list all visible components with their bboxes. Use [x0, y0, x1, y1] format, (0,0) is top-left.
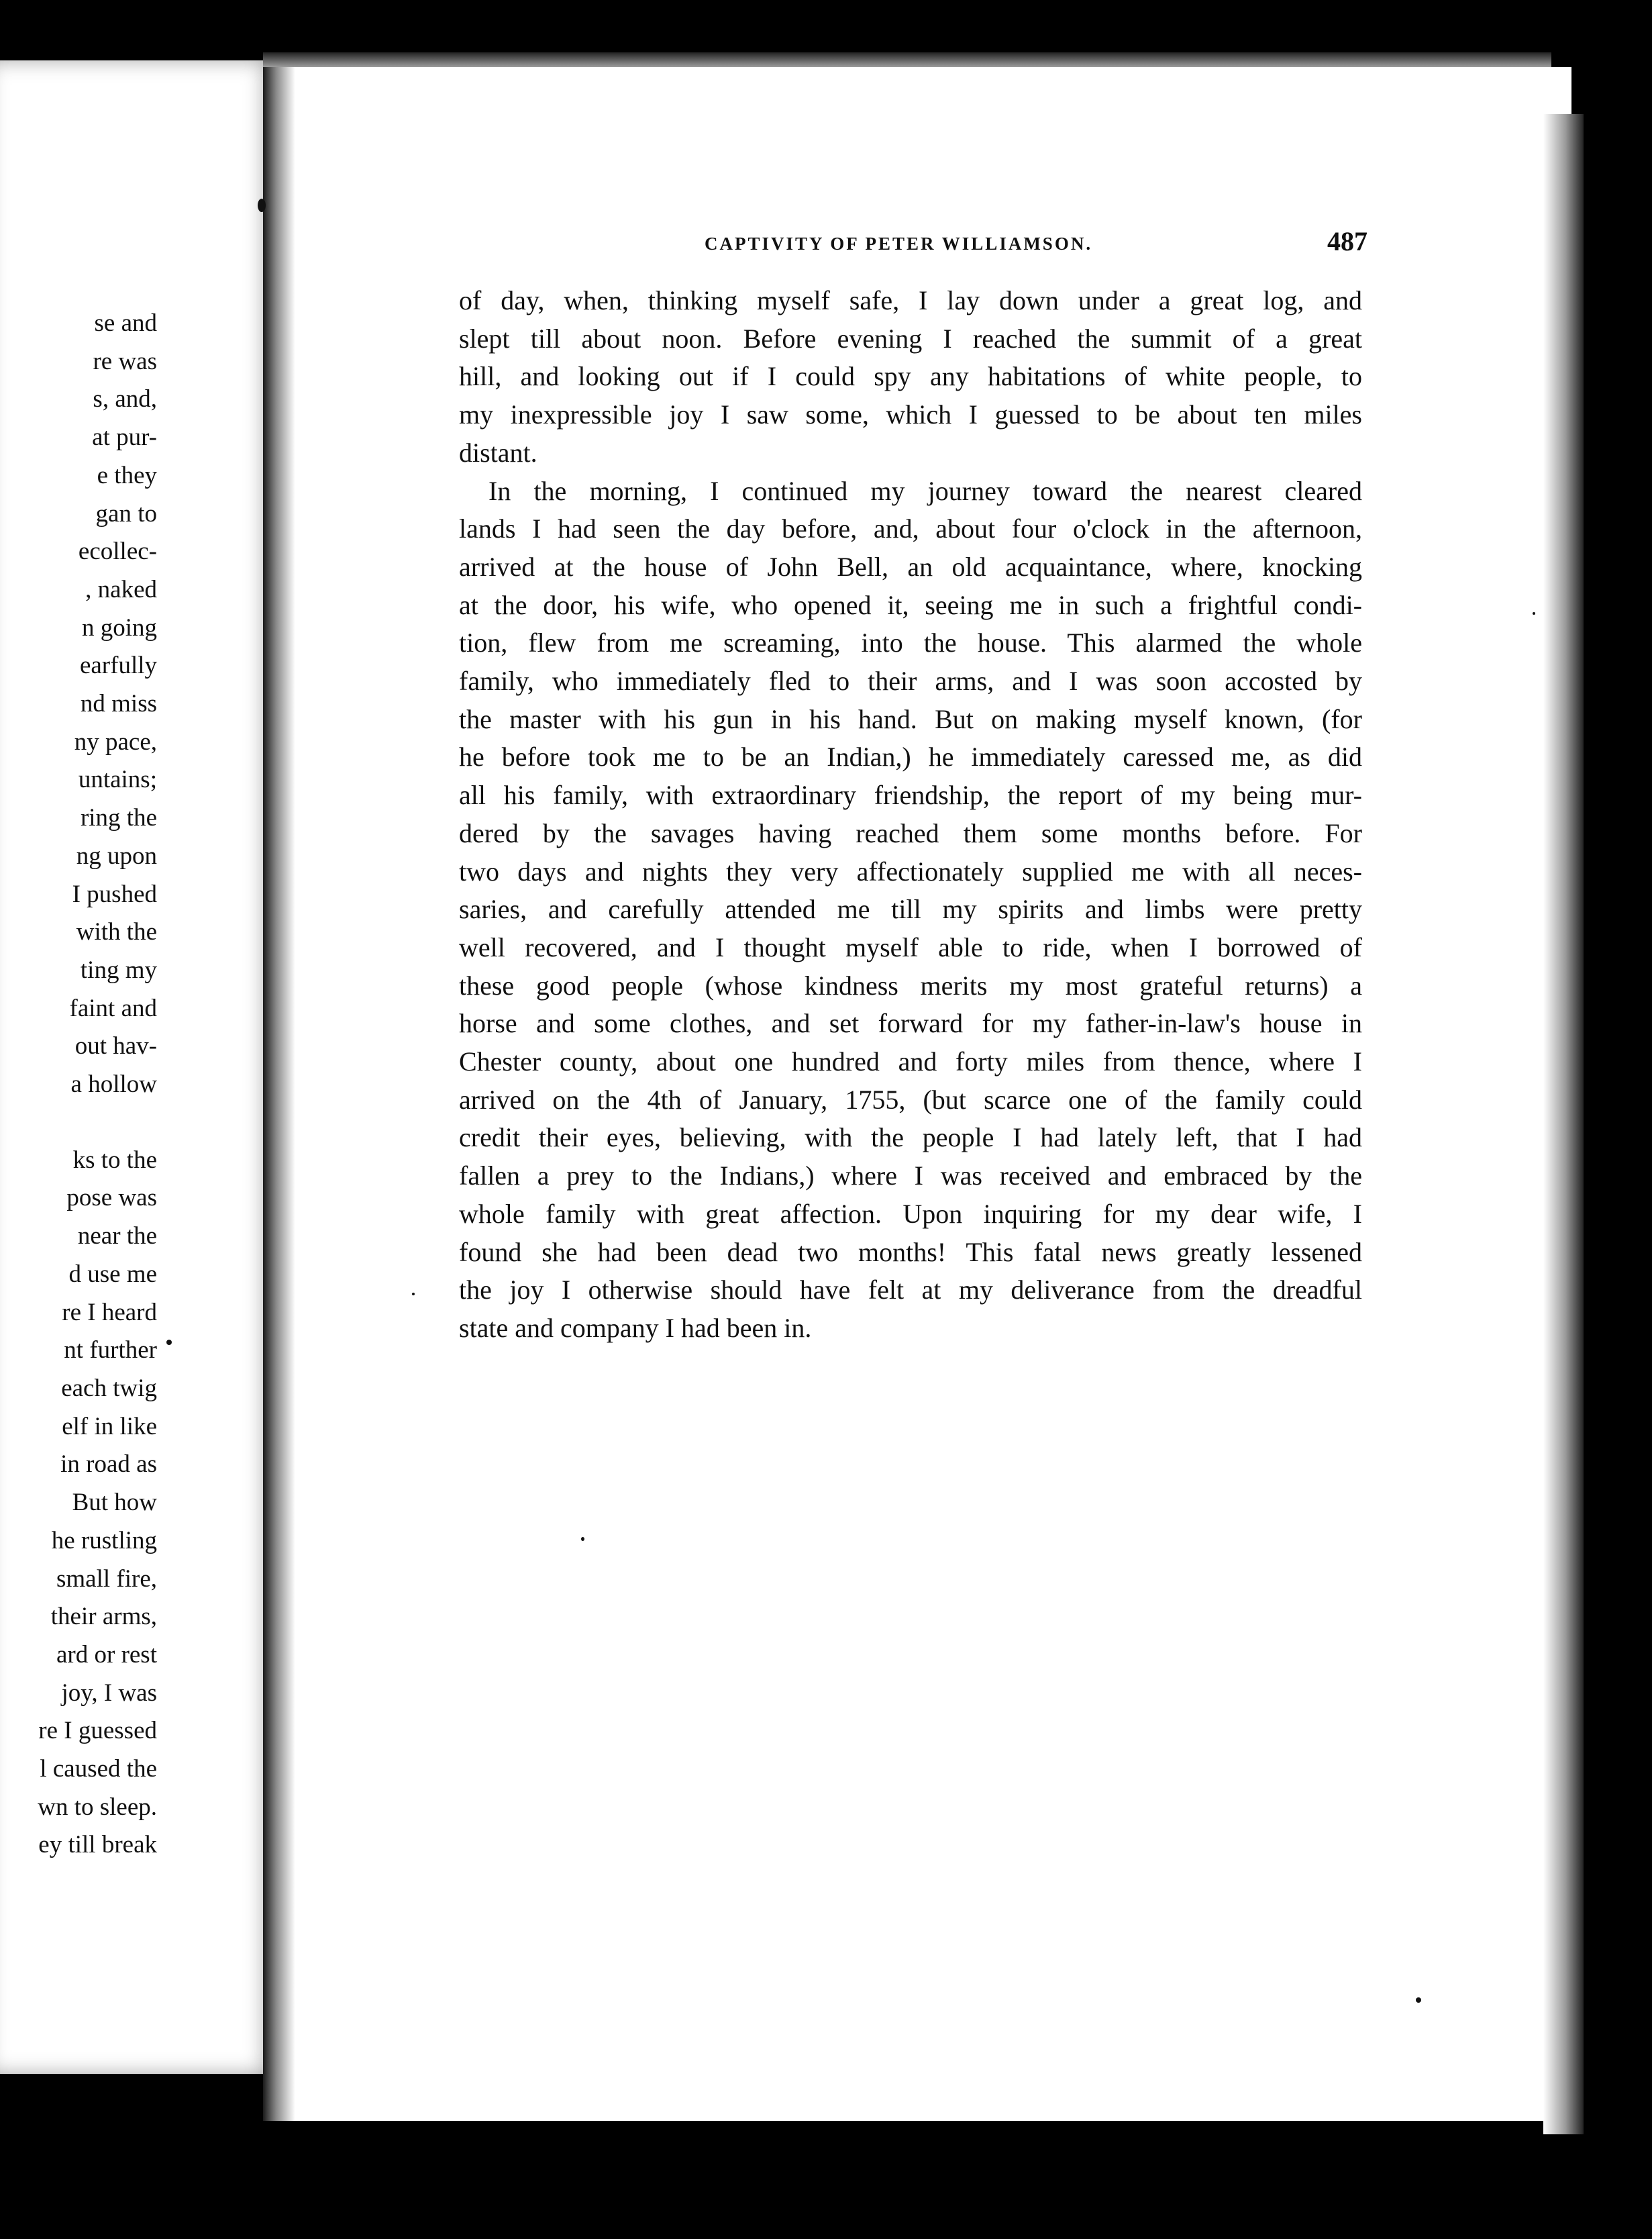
left-line: n going: [81, 613, 157, 642]
left-line: near the: [71, 1222, 157, 1250]
text-line: my inexpressible joy I saw some, which I guessed to be about ten miles: [459, 399, 1362, 430]
scan-speck: [258, 199, 266, 212]
left-line: gan to: [95, 499, 157, 528]
left-line: e they: [97, 461, 157, 489]
text-line: these good people (whose kindness merits my most grateful returns) a: [459, 970, 1362, 1001]
scan-speck: [1416, 1997, 1421, 2003]
left-line: But how: [66, 1489, 157, 1517]
text-line: the joy I otherwise should have felt at my deliverance from the dreadful: [459, 1275, 1362, 1305]
text-line: arrived on the 4th of January, 1755, (but scarce one of the family could: [459, 1084, 1362, 1115]
left-line: d use me: [68, 1260, 157, 1288]
text-line: tion, flew from me screaming, into the house. This alarmed the whole: [459, 628, 1362, 658]
left-line: small fire,: [50, 1564, 157, 1593]
text-line: at the door, his wife, who opened it, seeing me in such a frightful condi-: [459, 589, 1362, 620]
text-line: state and company I had been in.: [459, 1312, 812, 1343]
left-line: pose was: [66, 1184, 157, 1212]
left-line: elf in like: [62, 1412, 157, 1440]
text-line: credit their eyes, believing, with the people I had lately left, that I had: [459, 1122, 1362, 1153]
scan-speck: [166, 1340, 172, 1345]
left-line: , naked: [85, 575, 157, 603]
left-line: ng upon: [76, 842, 157, 870]
left-line: ring the: [80, 804, 157, 832]
text-line: dered by the savages having reached them some months before. For: [459, 817, 1362, 848]
left-line: ard or rest: [56, 1640, 157, 1669]
left-line: I pushed: [72, 880, 157, 908]
text-line: whole family with great affection. Upon inquiring for my dear wife, I: [459, 1198, 1362, 1229]
left-line: re I heard: [62, 1298, 157, 1326]
left-line: re was: [93, 347, 157, 375]
text-line: family, who immediately fled to their arms, and I was soon accosted by: [459, 666, 1362, 697]
text-line: well recovered, and I thought myself able to ride, when I borrowed of: [459, 932, 1362, 962]
left-line: s, and,: [93, 385, 157, 413]
text-line: two days and nights they very affectionately supplied me with all neces-: [459, 856, 1362, 887]
left-page-text: [0, 305, 157, 1864]
scan-speck: [412, 1293, 415, 1295]
left-line: ks to the: [72, 1146, 157, 1174]
left-line: with the: [76, 918, 157, 946]
text-line: fallen a prey to the Indians,) where I was received and embraced by the: [459, 1160, 1362, 1191]
left-line: wn to sleep.: [38, 1793, 157, 1821]
left-line: nt further: [64, 1336, 157, 1364]
left-line: out hav-: [74, 1032, 157, 1060]
left-line: each twig: [61, 1374, 157, 1402]
text-line: slept till about noon. Before evening I reached the summit of a great: [459, 323, 1362, 354]
body-text: [459, 282, 1362, 1348]
left-line: ecollec-: [78, 538, 157, 566]
text-line: saries, and carefully attended me till my spirits and limbs were pretty: [459, 894, 1362, 925]
page-number: 487: [1327, 226, 1367, 256]
left-facing-page: [0, 60, 276, 2074]
text-line: lands I had seen the day before, and, about four o'clock in the afternoon,: [459, 513, 1362, 544]
text-line: the master with his gun in his hand. But on making myself known, (for: [459, 703, 1362, 734]
left-line: he rustling: [51, 1526, 157, 1554]
left-line: se and: [94, 309, 157, 337]
left-line: their arms,: [44, 1603, 157, 1631]
text-line: horse and some clothes, and set forward for my father-in-law's house in: [459, 1008, 1362, 1039]
left-line: nd miss: [80, 690, 157, 718]
running-header: CAPTIVITY OF PETER WILLIAMSON.: [705, 234, 1093, 254]
left-line: re I guessed: [38, 1717, 157, 1745]
left-line: at pur-: [92, 424, 157, 452]
left-line: faint and: [69, 994, 157, 1022]
scan-speck: [1533, 612, 1535, 615]
left-line: earfully: [79, 652, 157, 680]
page-fore-edge: [1543, 114, 1584, 2134]
text-line: of day, when, thinking myself safe, I lay down under a great log, and: [459, 285, 1362, 315]
left-line: joy, I was: [55, 1679, 157, 1707]
text-line: In the morning, I continued my journey toward the nearest cleared: [488, 475, 1362, 506]
left-line: a hollow: [64, 1071, 157, 1099]
left-line: ey till break: [38, 1831, 157, 1859]
text-line: all his family, with extraordinary friendship, the report of my being mur-: [459, 780, 1362, 811]
text-line: Chester county, about one hundred and forty miles from thence, where I: [459, 1046, 1362, 1077]
text-line: found she had been dead two months! This fatal news greatly lessened: [459, 1236, 1362, 1267]
left-line: l caused the: [40, 1755, 157, 1783]
text-line: he before took me to be an Indian,) he immediately caressed me, as did: [459, 742, 1362, 773]
text-line: hill, and looking out if I could spy any habitations of white people, to: [459, 361, 1362, 392]
left-line: untains;: [78, 766, 157, 794]
scan-speck: [581, 1537, 584, 1541]
text-line: distant.: [459, 437, 537, 468]
page-gutter-shadow: [263, 67, 295, 2121]
left-line: in road as: [60, 1450, 157, 1479]
text-line: arrived at the house of John Bell, an old acquaintance, where, knocking: [459, 551, 1362, 582]
left-line: ting my: [80, 956, 157, 984]
left-line: ny pace,: [74, 728, 157, 756]
